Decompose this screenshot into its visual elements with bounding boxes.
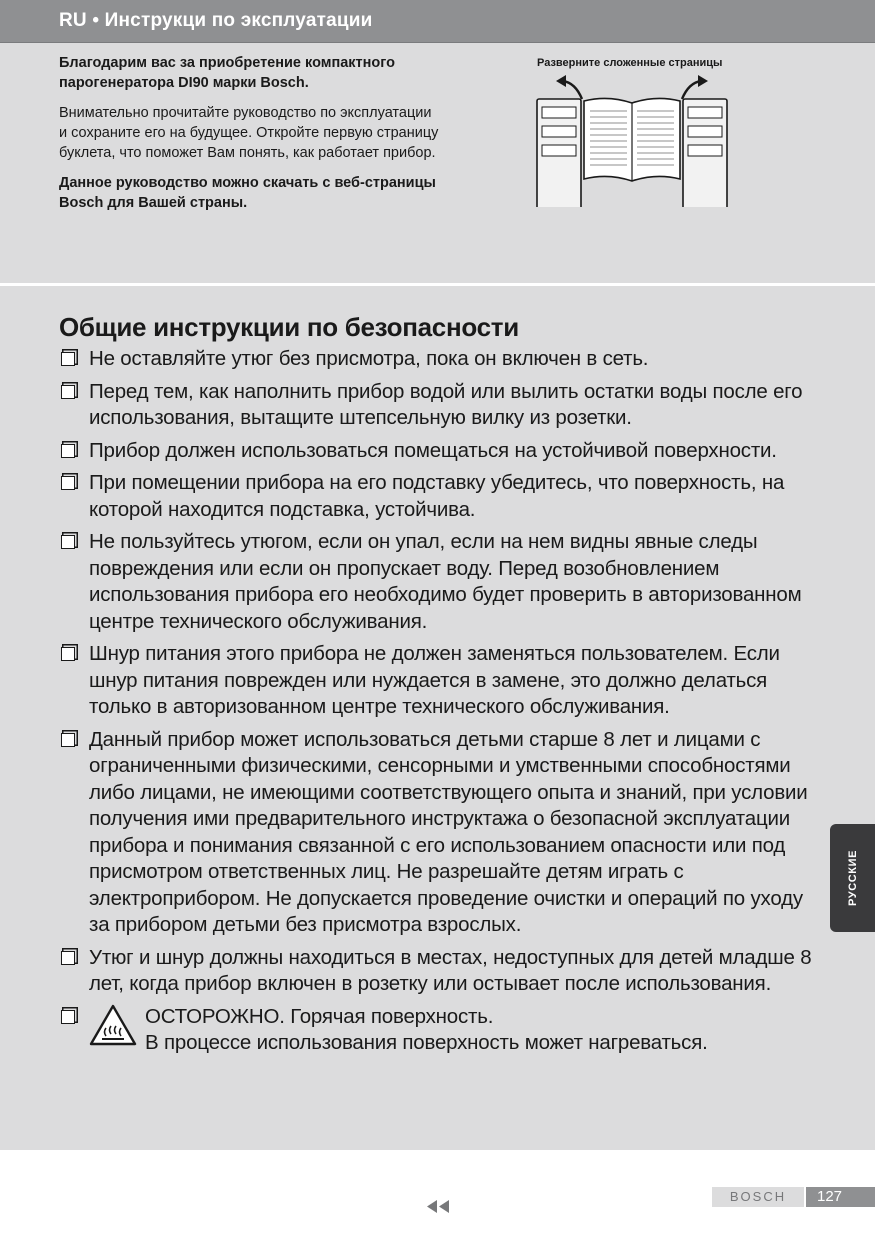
page-number: 127 bbox=[806, 1187, 875, 1207]
intro-panel bbox=[0, 43, 875, 283]
safety-item-8 bbox=[59, 945, 821, 998]
checkbox-bullet-icon bbox=[61, 444, 75, 458]
safety-title: Общие инструкции по безопасности bbox=[59, 312, 519, 342]
safety-list bbox=[59, 346, 821, 1063]
safety-panel bbox=[0, 286, 875, 1150]
checkbox-bullet-icon bbox=[61, 352, 75, 366]
safety-item-6 bbox=[59, 641, 821, 721]
checkbox-bullet-icon bbox=[61, 535, 75, 549]
checkbox-bullet-icon bbox=[61, 951, 75, 965]
safety-item-text: Не оставляйте утюг без присмотра, пока он включен в сеть. bbox=[89, 347, 649, 370]
safety-item-4 bbox=[59, 470, 821, 523]
header-bar bbox=[0, 0, 875, 43]
intro-body: Внимательно прочитайте руководство по эксплуатации и сохраните его на будущее. Откройте первую страницу буклета, что поможет Вам понять, как работает прибор. bbox=[59, 105, 439, 161]
previous-page-icon[interactable] bbox=[427, 1200, 451, 1213]
hot-surface-warning-icon bbox=[89, 1004, 137, 1046]
intro-download-note: Данное руководство можно скачать с веб-страницы Bosch для Вашей страны. bbox=[59, 175, 436, 211]
intro-thanks: Благодарим вас за приобретение компактного парогенератора DI90 марки Bosch. bbox=[59, 55, 395, 91]
safety-item-text: Не пользуйтесь утюгом, если он упал, если на нем видны явные следы повреждения или если он пропускает воду. Перед возобновлением использования прибора его необходимо будет проверить в авторизованном центре технического обслуживания. bbox=[89, 530, 802, 633]
header-title: RU • Инструкци по эксплуатации bbox=[59, 10, 373, 31]
safety-item-text: Шнур питания этого прибора не должен заменяться пользователем. Если шнур питания поврежден или нуждается в замене, это должно делаться только в авторизованном центре технического обслуживания. bbox=[89, 642, 780, 718]
safety-item-2 bbox=[59, 379, 821, 432]
safety-item-7 bbox=[59, 727, 821, 939]
safety-item-1 bbox=[59, 346, 821, 373]
safety-item-5 bbox=[59, 529, 821, 635]
language-tab[interactable] bbox=[830, 824, 875, 932]
safety-item-3 bbox=[59, 438, 821, 465]
safety-item-text: Прибор должен использоваться помещаться на устойчивой поверхности. bbox=[89, 438, 777, 462]
safety-item-text: Утюг и шнур должны находиться в местах, недоступных для детей младше 8 лет, когда прибор включен в розетку или остывает после использования. bbox=[89, 945, 812, 995]
warning-text-block bbox=[145, 1004, 708, 1057]
safety-item-text: При помещении прибора на его подставку убедитесь, что поверхность, на которой находится подставка, устойчива. bbox=[89, 471, 785, 521]
language-tab-label: РУССКИЕ bbox=[846, 849, 859, 907]
unfold-booklet-icon bbox=[532, 75, 732, 207]
safety-item-warning bbox=[59, 1004, 821, 1057]
brand-label: BOSCH bbox=[712, 1187, 804, 1207]
safety-item-text: Перед тем, как наполнить прибор водой или вылить остатки воды после его использования, вытащите штепсельную вилку из розетки. bbox=[89, 379, 803, 429]
checkbox-bullet-icon bbox=[61, 1010, 75, 1024]
intro-text-block bbox=[59, 53, 439, 213]
warning-title: ОСТОРОЖНО. Горячая поверхность. bbox=[145, 1004, 494, 1028]
checkbox-bullet-icon bbox=[61, 733, 75, 747]
checkbox-bullet-icon bbox=[61, 476, 75, 490]
checkbox-bullet-icon bbox=[61, 385, 75, 399]
safety-item-text: Данный прибор может использоваться детьми старше 8 лет и лицами с ограниченными физическими, сенсорными и умственными способностями либо лицами, не имеющими соответствующего опыта и знаний, при условии получения ими предварительного инструктажа о безопасной эксплуатации прибора и понимания связанной с его использованием опасности или под присмотром ответственных лиц. Не разрешайте детям играть с электроприбором. Не допускается проведение очистки и операций по уходу за прибором детьми без присмотра взрослых. bbox=[89, 727, 808, 936]
checkbox-bullet-icon bbox=[61, 647, 75, 661]
fold-pages-label: Разверните сложенные страницы bbox=[537, 57, 723, 69]
warning-text: В процессе использования поверхность может нагреваться. bbox=[145, 1031, 708, 1054]
warning-row bbox=[89, 1004, 821, 1057]
